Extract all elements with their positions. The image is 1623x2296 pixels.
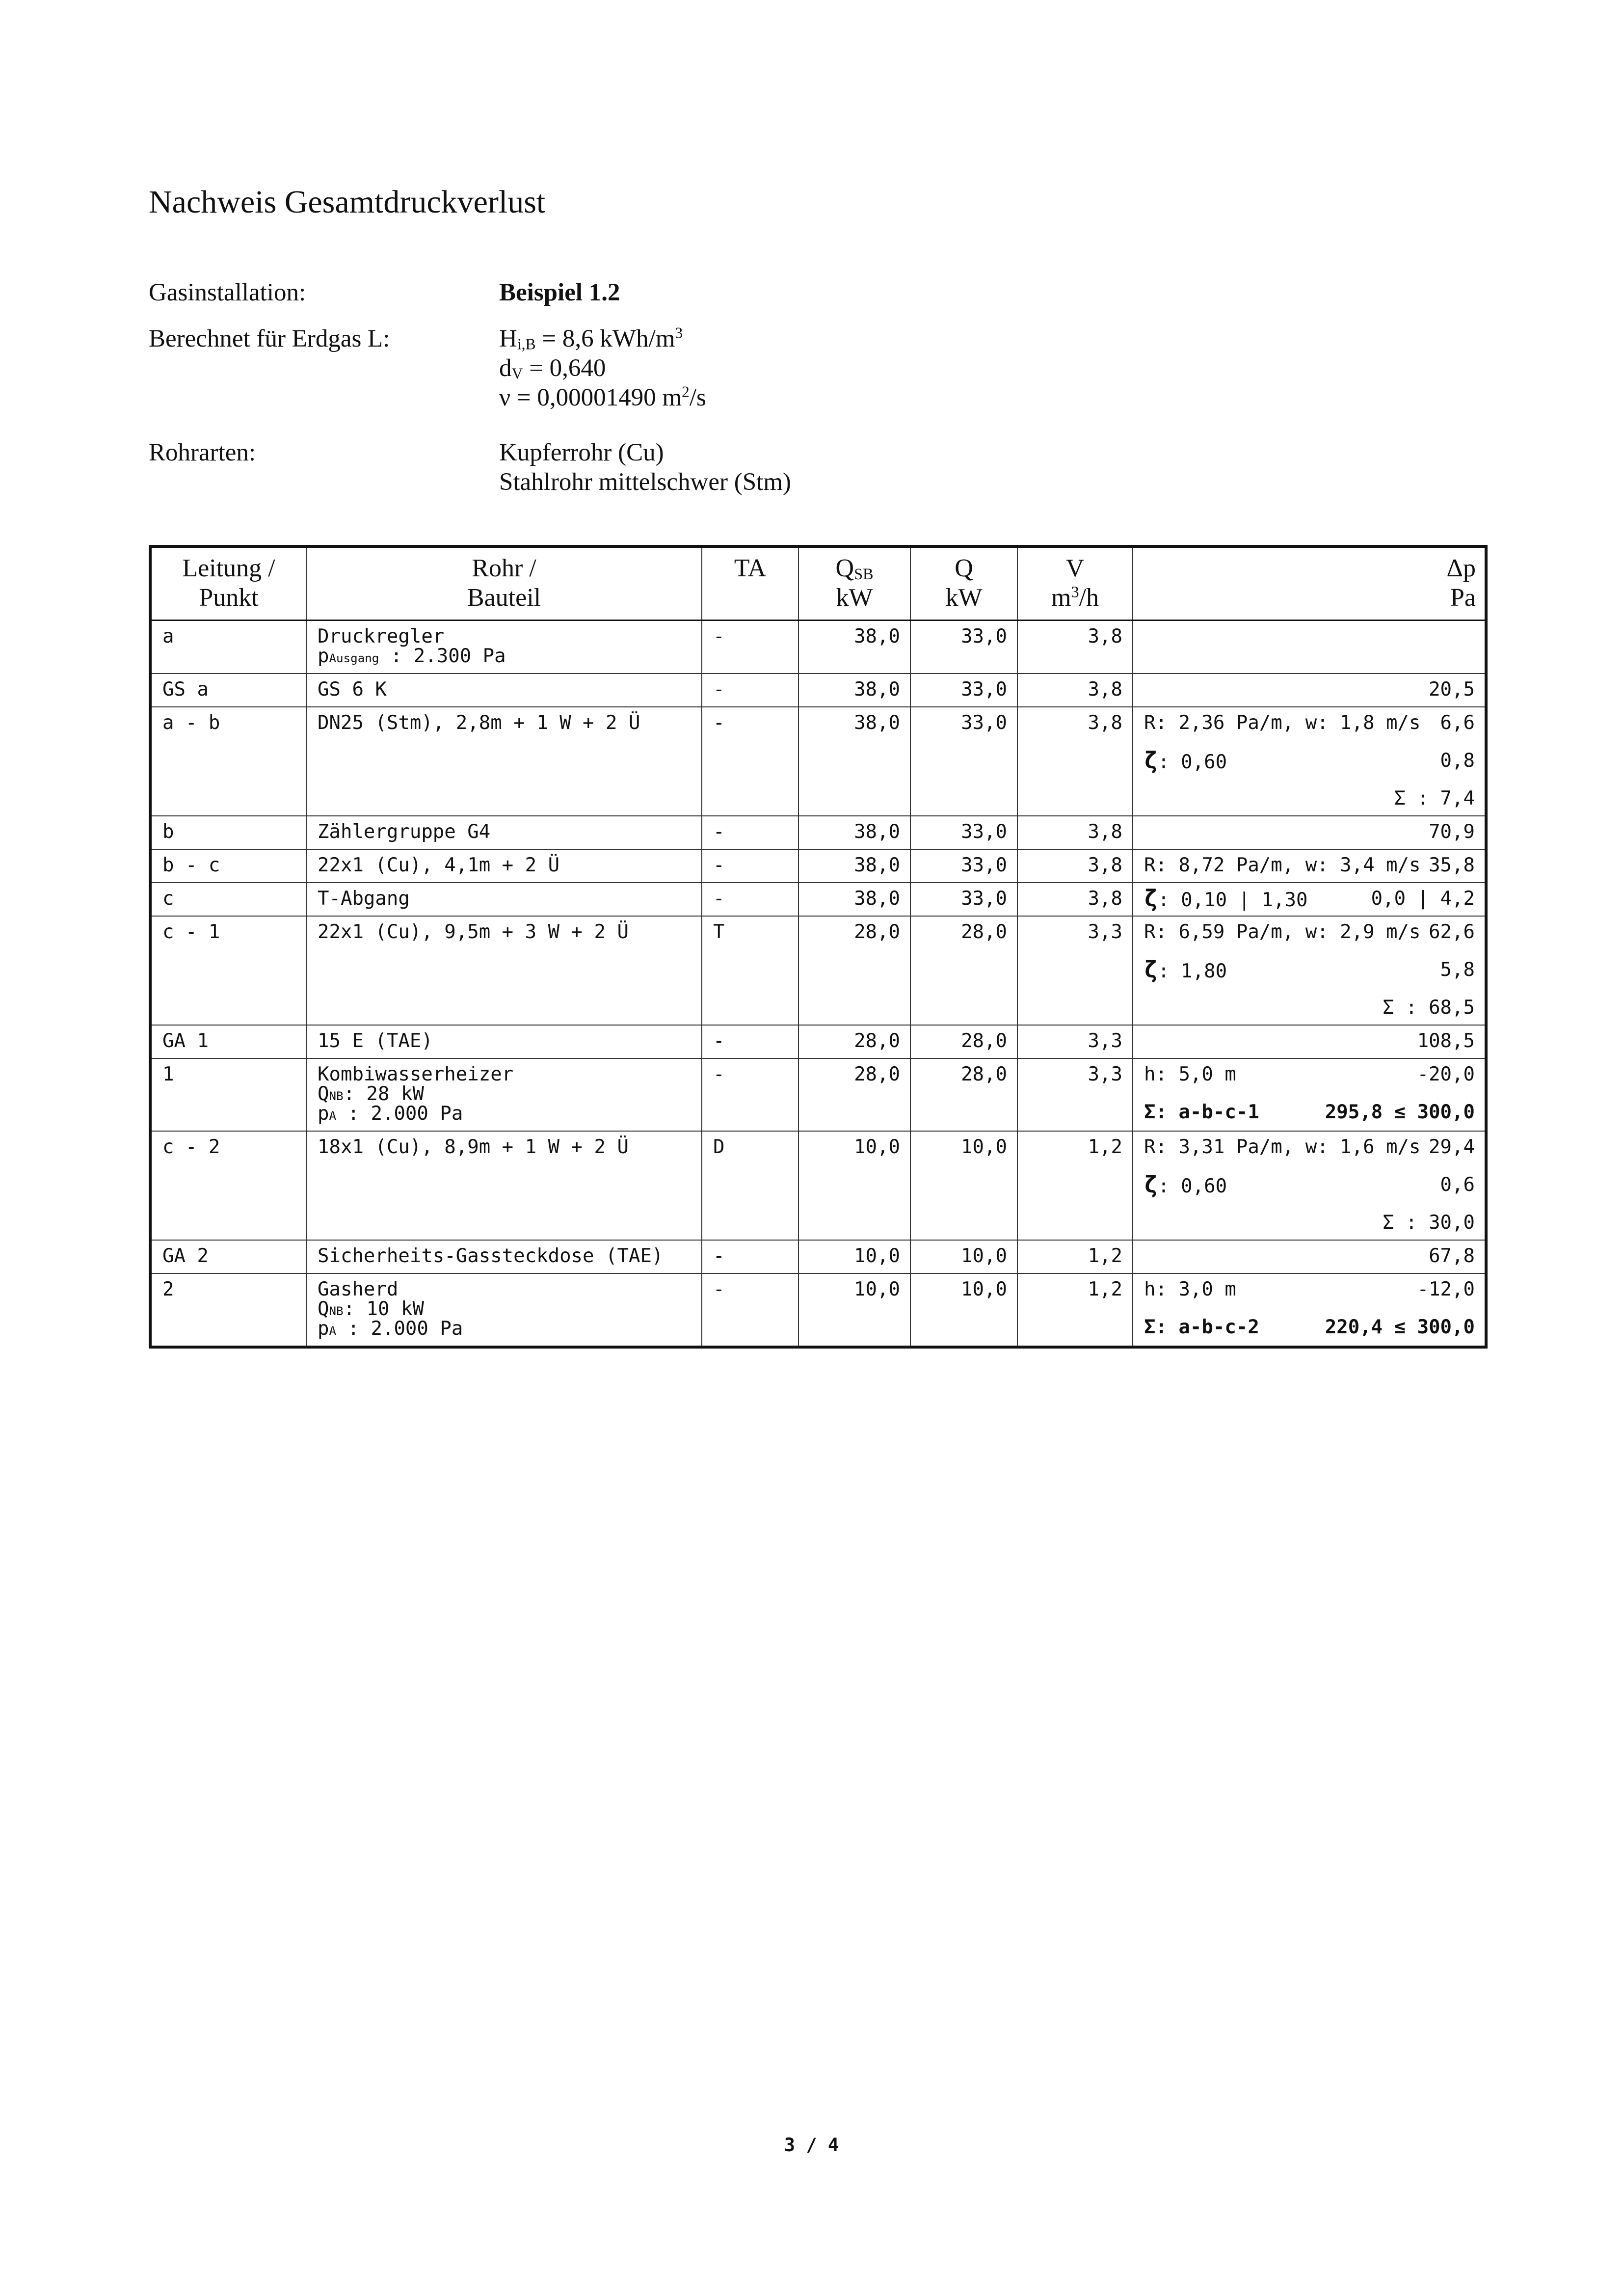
cell-qsb: 38,0 [798, 883, 910, 916]
table-row [150, 1025, 1486, 1058]
cell-bauteil: T-Abgang [306, 883, 702, 916]
cell-dp [1133, 883, 1486, 916]
pipe-type-copper: Kupferrohr (Cu) [499, 439, 664, 466]
cell-qsb: 38,0 [798, 849, 910, 883]
cell-qsb: 38,0 [798, 707, 910, 816]
cell-ta: - [702, 849, 798, 883]
cell-bauteil: Sicherheits-Gassteckdose (TAE) [306, 1240, 702, 1273]
rohrarten-values [499, 438, 791, 497]
cell-q: 33,0 [910, 674, 1017, 707]
cell-ta: - [702, 707, 798, 816]
rohrarten-label: Rohrarten: [149, 439, 256, 466]
header-qsb: $Q_{SB}$ kW [798, 546, 910, 621]
cell-ta: - [702, 1273, 798, 1347]
cell-bauteil: Druckregler pAusgang : 2.300 Pa [306, 621, 702, 674]
cell-v: 3,8 [1017, 849, 1133, 883]
header-ta: TA [702, 546, 798, 621]
cell-bauteil: GS 6 K [306, 674, 702, 707]
table-row [150, 1058, 1486, 1131]
heating-value: $H_{i,B} = 8,6$ kWh/$m^3$ [499, 324, 683, 353]
subtotal-line: Σ : 68,5 [1383, 997, 1475, 1019]
cell-v: 3,3 [1017, 1058, 1133, 1131]
cell-v: 1,2 [1017, 1131, 1133, 1240]
total-line: Σ: a-b-c-2 220,4 ≤ 300,0 [1144, 1316, 1475, 1338]
cell-q: 28,0 [910, 1025, 1017, 1058]
cell-dp [1133, 849, 1486, 883]
cell-dp: 70,9 [1133, 816, 1486, 849]
cell-bauteil: 22x1 (Cu), 4,1m + 2 Ü [306, 849, 702, 883]
table-row [150, 621, 1486, 674]
cell-v: 3,8 [1017, 674, 1133, 707]
cell-dp: 67,8 [1133, 1240, 1486, 1273]
table-row [150, 674, 1486, 707]
gasinstallation-value: Beispiel 1.2 [499, 279, 620, 306]
subtotal-line: Σ : 30,0 [1383, 1212, 1475, 1234]
cell-punkt: c [150, 883, 306, 916]
cell-q: 10,0 [910, 1131, 1017, 1240]
cell-ta: - [702, 621, 798, 674]
table-row [150, 707, 1486, 816]
cell-ta: - [702, 1240, 798, 1273]
pipe-type-steel: Stahlrohr mittelschwer (Stm) [499, 468, 791, 496]
density-ratio: $d_V = 0,640$ [499, 354, 606, 382]
friction-line: R: 3,31 Pa/m, w: 1,6 m/s 29,4 [1144, 1136, 1475, 1158]
cell-v: 3,8 [1017, 816, 1133, 849]
cell-q: 10,0 [910, 1240, 1017, 1273]
cell-v: 3,8 [1017, 707, 1133, 816]
page-title: Nachweis Gesamtdruckverlust [149, 184, 546, 220]
header-v: V $m^3/h$ [1017, 546, 1133, 621]
cell-v: 1,2 [1017, 1240, 1133, 1273]
cell-q: 28,0 [910, 1058, 1017, 1131]
cell-v: 3,3 [1017, 1025, 1133, 1058]
cell-ta: D [702, 1131, 798, 1240]
gasinstallation-label: Gasinstallation: [149, 279, 306, 306]
cell-punkt: a [150, 621, 306, 674]
friction-line: R: 8,72 Pa/m, w: 3,4 m/s 35,8 [1144, 854, 1475, 876]
table-row [150, 816, 1486, 849]
cell-v: 3,3 [1017, 916, 1133, 1025]
header-dp: Δp Pa [1133, 546, 1486, 621]
subtotal-line: Σ : 7,4 [1394, 787, 1475, 810]
table-row [150, 916, 1486, 1025]
cell-v: 3,8 [1017, 883, 1133, 916]
cell-punkt: c - 2 [150, 1131, 306, 1240]
height-line: h: 3,0 m -12,0 [1144, 1278, 1475, 1300]
cell-dp: 108,5 [1133, 1025, 1486, 1058]
cell-punkt: 1 [150, 1058, 306, 1131]
cell-ta: - [702, 883, 798, 916]
total-line: Σ: a-b-c-1 295,8 ≤ 300,0 [1144, 1101, 1475, 1123]
cell-qsb: 10,0 [798, 1240, 910, 1273]
cell-bauteil: Kombiwasserheizer QNB: 28 kW pA : 2.000 Pa [306, 1058, 702, 1131]
cell-qsb: 28,0 [798, 1025, 910, 1058]
cell-punkt: GA 2 [150, 1240, 306, 1273]
cell-q: 33,0 [910, 707, 1017, 816]
table-row [150, 883, 1486, 916]
table-row [150, 849, 1486, 883]
cell-qsb: 10,0 [798, 1273, 910, 1347]
cell-q: 10,0 [910, 1273, 1017, 1347]
header-q: Q kW [910, 546, 1017, 621]
cell-ta: - [702, 1058, 798, 1131]
friction-line: R: 2,36 Pa/m, w: 1,8 m/s 6,6 [1144, 712, 1475, 734]
cell-ta: - [702, 1025, 798, 1058]
cell-dp [1133, 621, 1486, 674]
erdgas-label: Berechnet für Erdgas L: [149, 325, 390, 352]
cell-bauteil: Gasherd QNB: 10 kW pA : 2.000 Pa [306, 1273, 702, 1347]
cell-ta: - [702, 674, 798, 707]
cell-qsb: 28,0 [798, 1058, 910, 1131]
cell-bauteil: Zählergruppe G4 [306, 816, 702, 849]
zeta-line: ζ: 0,10 | 1,30 0,0 | 4,2 [1144, 886, 1475, 912]
table-row [150, 1131, 1486, 1240]
cell-dp [1133, 1273, 1486, 1347]
page-number: 3 / 4 [784, 2134, 839, 2156]
cell-ta: - [702, 816, 798, 849]
table-header-row [150, 546, 1486, 621]
cell-bauteil: 18x1 (Cu), 8,9m + 1 W + 2 Ü [306, 1131, 702, 1240]
cell-q: 33,0 [910, 849, 1017, 883]
cell-q: 33,0 [910, 621, 1017, 674]
cell-punkt: b [150, 816, 306, 849]
cell-qsb: 10,0 [798, 1131, 910, 1240]
cell-dp [1133, 707, 1486, 816]
viscosity: ν = 0,00001490 $m^2/s$ [499, 383, 706, 411]
header-rohr: Rohr / Bauteil [306, 546, 702, 621]
zeta-line: ζ: 1,80 5,8 [1144, 957, 1475, 983]
cell-dp: 20,5 [1133, 674, 1486, 707]
cell-punkt: a - b [150, 707, 306, 816]
zeta-line: ζ: 0,60 0,8 [1144, 748, 1475, 774]
friction-line: R: 6,59 Pa/m, w: 2,9 m/s 62,6 [1144, 921, 1475, 943]
header-leitung: Leitung / Punkt [150, 546, 306, 621]
cell-qsb: 38,0 [798, 621, 910, 674]
table-row [150, 1273, 1486, 1347]
cell-punkt: GA 1 [150, 1025, 306, 1058]
cell-punkt: b - c [150, 849, 306, 883]
cell-dp [1133, 1058, 1486, 1131]
cell-dp [1133, 916, 1486, 1025]
cell-punkt: 2 [150, 1273, 306, 1347]
cell-punkt: GS a [150, 674, 306, 707]
cell-q: 28,0 [910, 916, 1017, 1025]
height-line: h: 5,0 m -20,0 [1144, 1063, 1475, 1085]
cell-qsb: 38,0 [798, 816, 910, 849]
cell-qsb: 38,0 [798, 674, 910, 707]
cell-bauteil: 15 E (TAE) [306, 1025, 702, 1058]
cell-q: 33,0 [910, 883, 1017, 916]
table-row [150, 1240, 1486, 1273]
cell-q: 33,0 [910, 816, 1017, 849]
cell-ta: T [702, 916, 798, 1025]
pressure-loss-table [149, 545, 1488, 1349]
zeta-line: ζ: 0,60 0,6 [1144, 1172, 1475, 1198]
erdgas-values [499, 324, 706, 412]
cell-bauteil: DN25 (Stm), 2,8m + 1 W + 2 Ü [306, 707, 702, 816]
cell-v: 3,8 [1017, 621, 1133, 674]
cell-punkt: c - 1 [150, 916, 306, 1025]
cell-qsb: 28,0 [798, 916, 910, 1025]
cell-dp [1133, 1131, 1486, 1240]
cell-v: 1,2 [1017, 1273, 1133, 1347]
cell-bauteil: 22x1 (Cu), 9,5m + 3 W + 2 Ü [306, 916, 702, 1025]
